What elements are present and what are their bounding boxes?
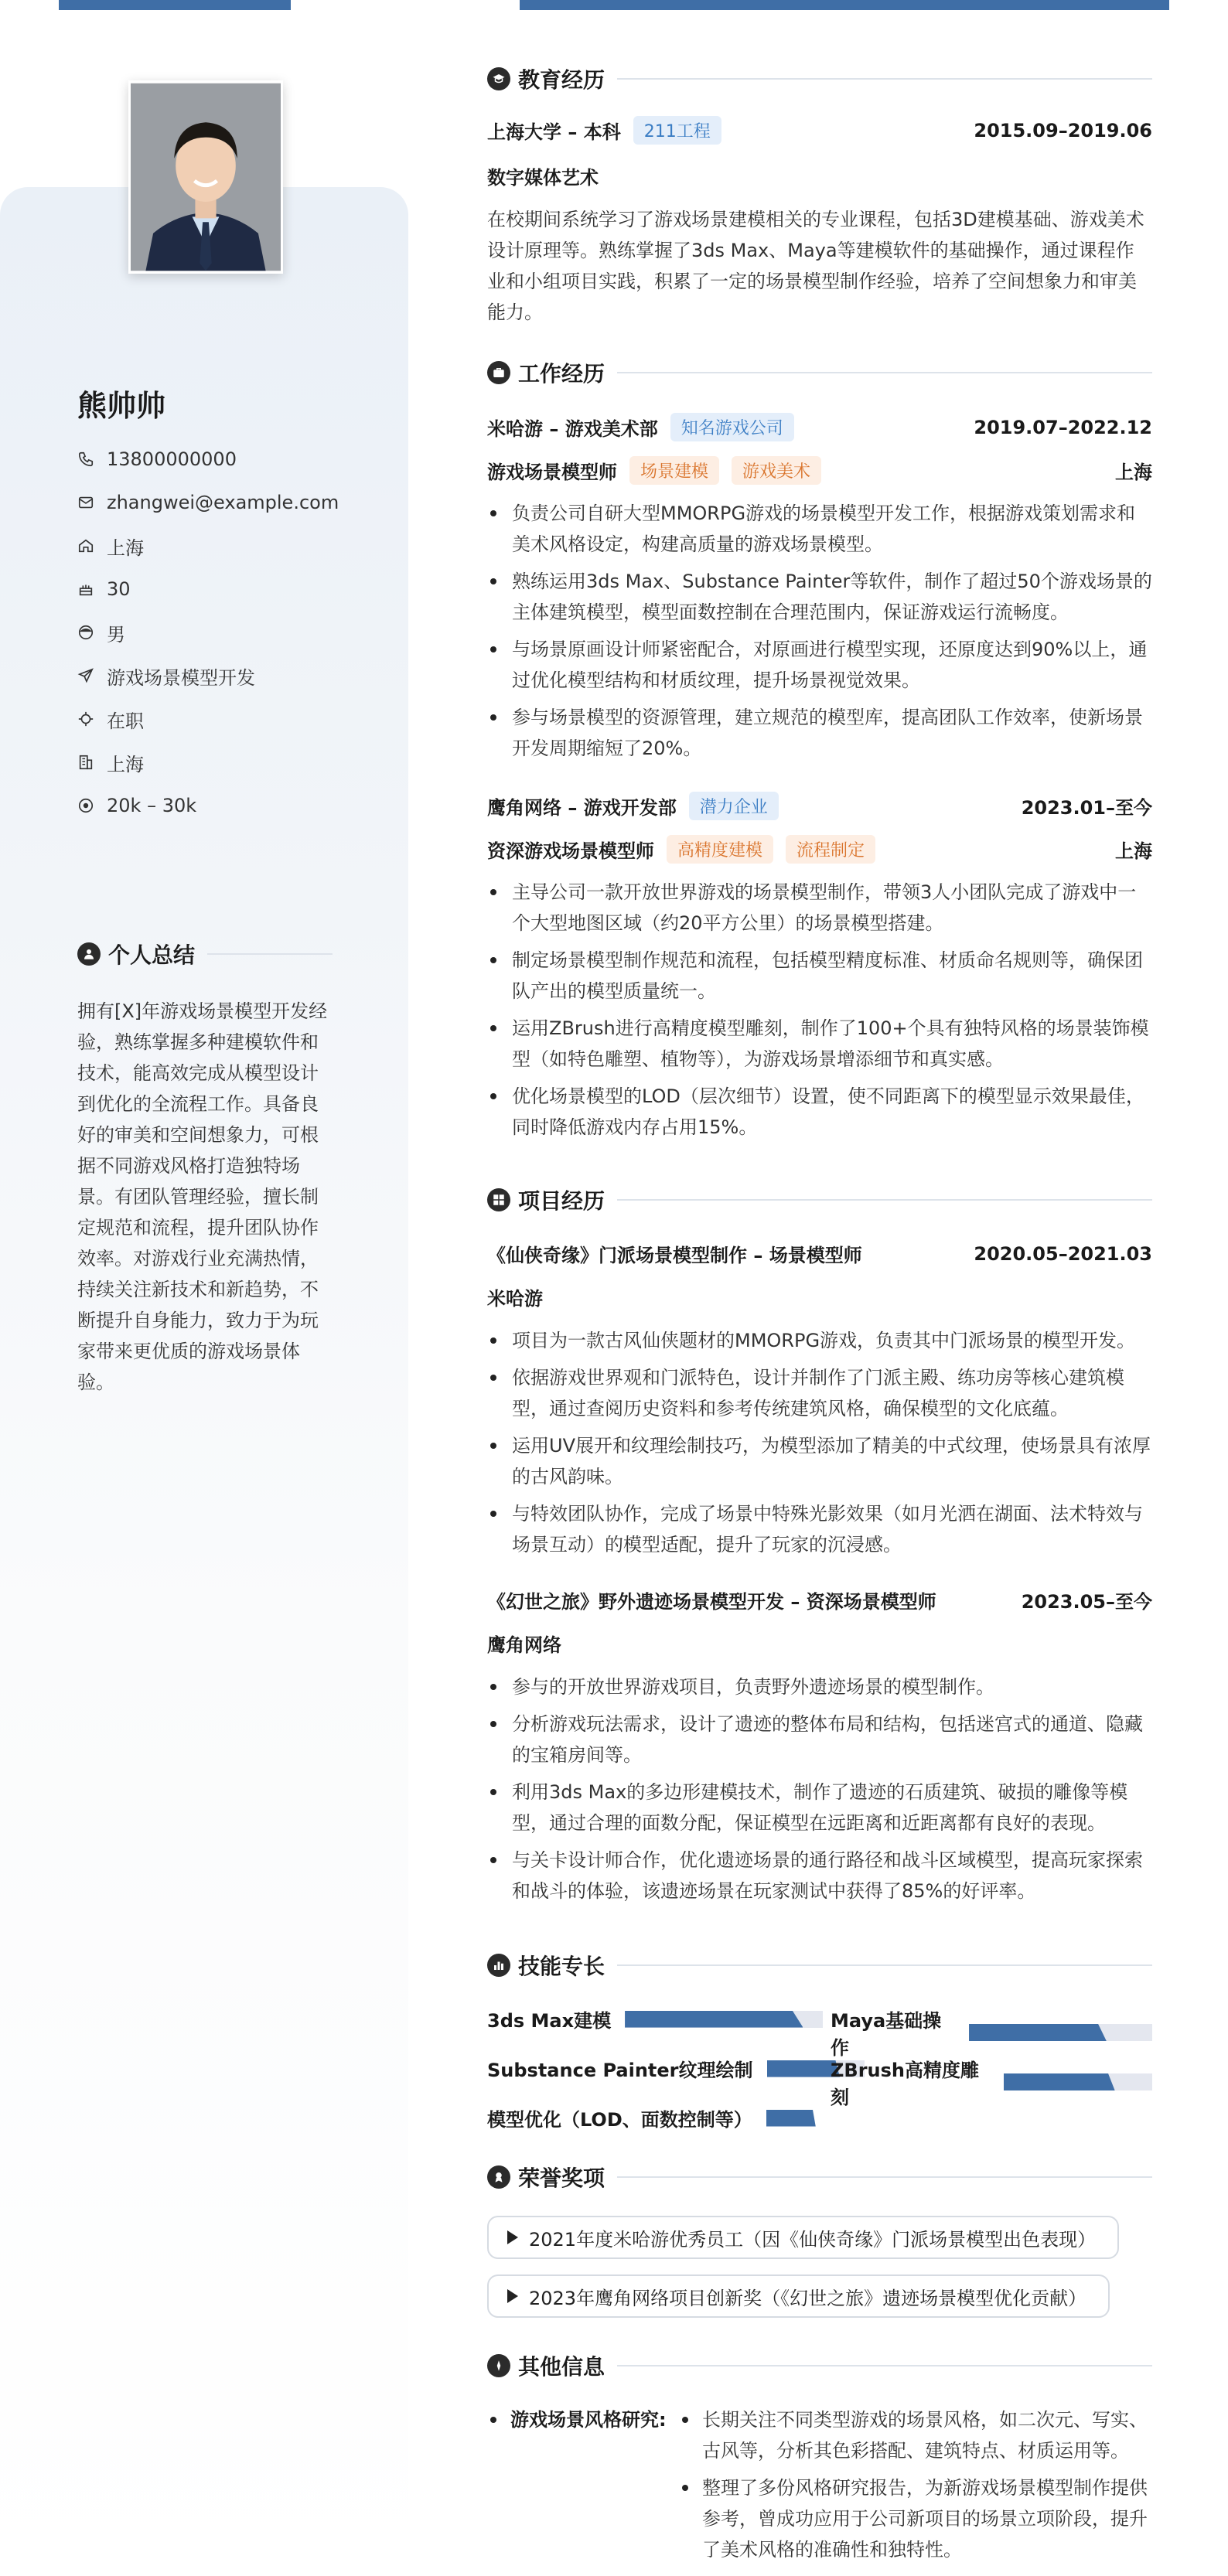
skill-5-name: 模型优化（LOD、面数控制等） (487, 2109, 752, 2131)
section-divider (617, 1199, 1152, 1201)
section-divider (617, 2176, 1152, 2178)
skill-4-bar (1004, 2073, 1152, 2090)
info-job-target (77, 654, 339, 697)
play-icon (507, 2289, 518, 2303)
mail-icon (77, 494, 94, 511)
other-label: 游戏场景风格研究: (510, 2409, 667, 2431)
info-gender-text: 男 (107, 623, 125, 646)
info-status (77, 697, 339, 741)
summary-text: 拥有[X]年游戏场景模型开发经验，熟练掌握多种建模软件和技术，能高效完成从模型设计到优化的全流程工作。具备良好的审美和空间想象力，可根据不同游戏风格打造独特场景。有团队管理经验，擅长制定规范和流程，提升团队协作效率。对游戏行业充满热情，持续关注新技术和新趋势，不断提升自身能力，致力于为玩家带来更优质的游戏场景体验。 (77, 1000, 328, 1393)
award-icon (487, 2165, 510, 2189)
list-item: 运用UV展开和纹理绘制技巧，为模型添加了精美的中式纹理，使场景具有浓厚的古风韵味。 (487, 1430, 1152, 1492)
send-icon (77, 667, 94, 684)
contact-info-list (77, 438, 339, 827)
section-divider (617, 372, 1152, 373)
cake-icon (77, 581, 94, 598)
summary-header (77, 939, 333, 969)
job-2-company: 鹰角网络 – 游戏开发部 (487, 797, 677, 819)
info-gender (77, 611, 339, 654)
job-2-row (487, 792, 1152, 820)
project-2-row (487, 1586, 1152, 1613)
award-item-2-text: 2023年鹰角网络项目创新奖（《幻世之旅》遗迹场景模型优化贡献） (529, 2287, 1087, 2309)
education-major: 数字媒体艺术 (487, 167, 599, 189)
job-2-tag-1: 高精度建模 (667, 835, 773, 864)
grid-icon (487, 1188, 510, 1211)
job-2-bullets (487, 877, 1152, 1149)
other-title: 其他信息 (518, 2354, 605, 2380)
projects-header (487, 1184, 1152, 1215)
skill-2-bar (969, 2024, 1152, 2041)
summary-title: 个人总结 (108, 942, 196, 968)
job-1-company-tag: 知名游戏公司 (670, 413, 794, 441)
skill-5-fill (766, 2110, 816, 2127)
job-2-date: 2023.01–至今 (1021, 797, 1152, 819)
bullet-dot (490, 2417, 496, 2423)
section-divider (207, 953, 333, 955)
skill-1 (487, 2005, 823, 2033)
list-item: 熟练运用3ds Max、Substance Painter等软件，制作了超过50个游戏场景的主体建筑模型，模型面数控制在合理范围内，保证游戏运行流畅度。 (487, 566, 1152, 628)
job-1-company: 米哈游 – 游戏美术部 (487, 418, 658, 440)
list-item: 运用ZBrush进行高精度模型雕刻，制作了100+个具有独特风格的场景装饰模型（如特色雕塑、植物等），为游戏场景增添细节和真实感。 (487, 1013, 1152, 1075)
list-item: 与特效团队协作，完成了场景中特殊光影效果（如月光洒在湖面、法术特效与场景互动）的模型适配，提升了玩家的沉浸感。 (487, 1498, 1152, 1560)
briefcase-icon (487, 361, 510, 384)
education-title: 教育经历 (518, 67, 605, 93)
info-age-text: 30 (107, 578, 131, 600)
award-item-2[interactable] (487, 2274, 1110, 2318)
job-1-role-row (487, 456, 1152, 485)
info-city (77, 741, 339, 784)
info-phone (77, 438, 339, 481)
play-icon (507, 2230, 518, 2244)
job-1-row (487, 413, 1152, 441)
info-address-text: 上海 (107, 537, 144, 559)
skill-4-fill (1004, 2073, 1115, 2090)
info-age (77, 567, 339, 611)
info-city-text: 上海 (107, 753, 144, 775)
skill-1-name: 3ds Max建模 (487, 2010, 612, 2032)
list-item: 分析游戏玩法需求，设计了遗迹的整体布局和结构，包括迷宫式的通道、隐藏的宝箱房间等。 (487, 1709, 1152, 1770)
job-2-tag-2: 流程制定 (786, 835, 875, 864)
project-1-date: 2020.05–2021.03 (974, 1242, 1152, 1265)
list-item: 项目为一款古风仙侠题材的MMORPG游戏，负责其中门派场景的模型开发。 (487, 1325, 1152, 1356)
home-icon (77, 537, 94, 554)
work-header (487, 357, 1152, 388)
education-tag: 211工程 (633, 116, 721, 145)
info-salary-text: 20k – 30k (107, 795, 197, 816)
skills-header (487, 1950, 1152, 1981)
gender-icon (77, 624, 94, 641)
education-school: 上海大学 – 本科 (487, 121, 621, 143)
skill-3-name: Substance Painter纹理绘制 (487, 2060, 753, 2081)
compass-icon (487, 2354, 510, 2377)
section-divider (617, 2365, 1152, 2366)
list-item: 参与场景模型的资源管理，建立规范的模型库，提高团队工作效率，使新场景开发周期缩短了20%。 (487, 702, 1152, 764)
job-1-role: 游戏场景模型师 (487, 462, 617, 483)
skill-1-fill (625, 2011, 803, 2028)
list-item: 负责公司自研大型MMORPG游戏的场景模型开发工作，根据游戏策划需求和美术风格设定，构建高质量的游戏场景模型。 (487, 498, 1152, 560)
list-item: 参与的开放世界游戏项目，负责野外遗迹场景的模型制作。 (487, 1671, 1152, 1702)
other-header (487, 2350, 1152, 2381)
skills-title: 技能专长 (518, 1954, 605, 1979)
info-phone-text: 13800000000 (107, 448, 237, 470)
projects-title: 项目经历 (518, 1188, 605, 1214)
project-2-date: 2023.05–至今 (1021, 1591, 1152, 1613)
skill-1-bar (625, 2011, 823, 2028)
section-divider (617, 78, 1152, 80)
education-date: 2015.09–2019.06 (974, 119, 1152, 141)
top-accent-bar-right (520, 0, 1169, 10)
job-2-location: 上海 (1115, 840, 1152, 862)
info-salary (77, 784, 339, 827)
bar-chart-icon (487, 1954, 510, 1977)
info-address (77, 524, 339, 567)
list-item: 整理了多份风格研究报告，为新游戏场景模型制作提供参考，曾成功应用于公司新项目的场景立项阶段，提升了美术风格的准确性和独特性。 (679, 2472, 1152, 2565)
list-item: 优化场景模型的LOD（层次细节）设置，使不同距离下的模型显示效果最佳，同时降低游戏内存占用15%。 (487, 1081, 1152, 1143)
graduation-cap-icon (487, 67, 510, 90)
awards-title: 荣誉奖项 (518, 2165, 605, 2191)
skill-5 (487, 2104, 933, 2131)
job-2-company-tag: 潜力企业 (689, 792, 779, 820)
list-item: 与关卡设计师合作，优化遗迹场景的通行路径和战斗区域模型，提高玩家探索和战斗的体验，该遗迹场景在玩家测试中获得了85%的好评率。 (487, 1845, 1152, 1906)
education-row (487, 116, 1152, 145)
list-item: 制定场景模型制作规范和流程，包括模型精度标准、材质命名规则等，确保团队产出的模型质量统一。 (487, 945, 1152, 1007)
job-1-bullets (487, 498, 1152, 770)
skill-2 (831, 2005, 1152, 2060)
info-email-text: zhangwei@example.com (107, 492, 339, 513)
project-2-company: 鹰角网络 (487, 1634, 561, 1656)
top-accent-bar-left (59, 0, 291, 10)
other-bullets (679, 2404, 1152, 2571)
list-item: 依据游戏世界观和门派特色，设计并制作了门派主殿、练功房等核心建筑模型，通过查阅历史资料和参考传统建筑风格，确保模型的文化底蕴。 (487, 1362, 1152, 1424)
work-title: 工作经历 (518, 361, 605, 387)
phone-icon (77, 451, 94, 468)
award-item-1[interactable] (487, 2216, 1119, 2259)
project-1-bullets (487, 1325, 1152, 1566)
list-item: 长期关注不同类型游戏的场景风格，如二次元、写实、古风等，分析其色彩搭配、建筑特点、材质运用等。 (679, 2404, 1152, 2466)
building-icon (77, 754, 94, 771)
skill-4-name: ZBrush高精度雕刻 (831, 2060, 979, 2108)
info-email (77, 481, 339, 524)
info-job-target-text: 游戏场景模型开发 (107, 666, 255, 689)
award-item-1-text: 2021年度米哈游优秀员工（因《仙侠奇缘》门派场景模型出色表现） (529, 2228, 1097, 2251)
awards-header (487, 2162, 1152, 2193)
skill-3-fill (767, 2060, 841, 2077)
project-1-name: 《仙侠奇缘》门派场景模型制作 – 场景模型师 (487, 1245, 862, 1266)
job-1-tag-2: 游戏美术 (732, 456, 821, 485)
education-desc: 在校期间系统学习了游戏场景建模相关的专业课程，包括3D建模基础、游戏美术设计原理等。熟练掌握了3ds Max、Maya等建模软件的基础操作，通过课程作业和小组项目实践，积累了一定的场景模型制作经验，培养了空间想象力和审美能力。 (487, 209, 1144, 323)
status-icon (77, 710, 94, 727)
skill-4 (831, 2055, 1152, 2109)
education-header (487, 63, 1152, 94)
salary-icon (77, 797, 94, 814)
list-item: 利用3ds Max的多边形建模技术，制作了遗迹的石质建筑、破损的雕像等模型，通过合理的面数分配，保证模型在远距离和近距离都有良好的表现。 (487, 1777, 1152, 1838)
job-1-tag-1: 场景建模 (629, 456, 719, 485)
list-item: 主导公司一款开放世界游戏的场景模型制作，带领3人小团队完成了游戏中一个大型地图区域（约20平方公里）的场景模型搭建。 (487, 877, 1152, 939)
info-status-text: 在职 (107, 710, 144, 732)
job-1-location: 上海 (1115, 462, 1152, 483)
project-2-name: 《幻世之旅》野外遗迹场景模型开发 – 资深场景模型师 (487, 1591, 936, 1613)
job-2-role-row (487, 835, 1152, 864)
job-1-date: 2019.07–2022.12 (974, 416, 1152, 438)
project-2-bullets (487, 1671, 1152, 1913)
skill-2-fill (969, 2024, 1107, 2041)
section-divider (617, 1964, 1152, 1966)
skill-2-name: Maya基础操作 (831, 2010, 942, 2059)
project-1-row (487, 1240, 1152, 1267)
profile-name: 熊帅帅 (77, 389, 166, 423)
list-item: 与场景原画设计师紧密配合，对原画进行模型实现，还原度达到90%以上，通过优化模型结构和材质纹理，提升场景视觉效果。 (487, 634, 1152, 696)
skill-3 (487, 2055, 865, 2082)
skill-5-bar (766, 2110, 933, 2127)
avatar (128, 80, 283, 274)
avatar-photo (131, 83, 281, 271)
job-2-role: 资深游戏场景模型师 (487, 840, 654, 862)
project-1-company: 米哈游 (487, 1288, 543, 1310)
user-icon (77, 942, 101, 966)
